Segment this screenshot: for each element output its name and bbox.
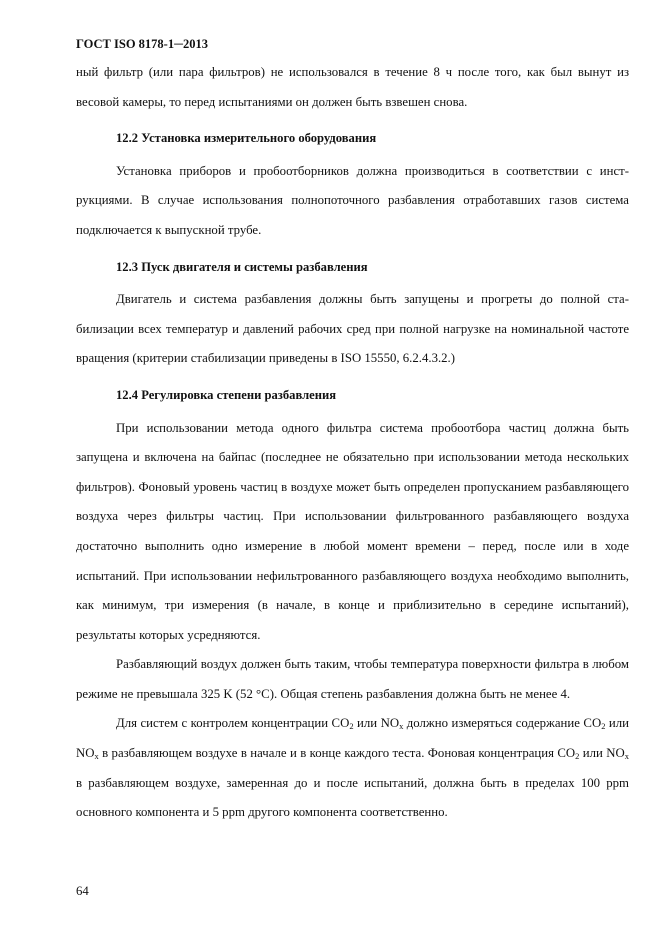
section-heading-12-3: 12.3 Пуск двигателя и системы разбавления [116, 259, 368, 274]
p3-text-4: или NO [76, 716, 629, 761]
p3-text-3: должно измеряться содержание CO [403, 716, 602, 731]
paragraph-12-4-3 [76, 709, 629, 827]
section-heading-12-4: 12.4 Регулировка степени разбавления [116, 387, 337, 402]
p3-subscript-co2-2: 2 [601, 721, 606, 732]
continuation-paragraph: ный фильтр (или пара фильтров) не использовался в течение 8 ч после того, как был вынут из весовой камеры, то перед испытаниями он должен быть взвешен снова. [76, 65, 629, 109]
p3-subscript-nox-1: x [399, 721, 404, 732]
section-heading-12-2: 12.2 Установка измерительного оборудования [116, 131, 377, 146]
page-number: 64 [76, 884, 89, 898]
p3-subscript-co2-3: 2 [575, 751, 580, 762]
p3-subscript-nox-2: x [94, 751, 99, 762]
paragraph-12-2-1: Установка приборов и пробоотборников должна производиться в соответствии с инструкциями. В случае использования полнопоточного разбавления отработавших газов система подключается к выпускной трубе. [76, 163, 629, 237]
paragraph-12-4-1: При использовании метода одного фильтра система пробоотбора частиц должна быть запущена и включена на байпас (последнее не обязательно при использовании метода нескольких фильтров). Фоновый уровень частиц в воздухе может быть определен пропусканием разбавляющего воздуха через фильтры частиц. При использовании фильтрованного разбавляющего воздуха достаточно выполнить одно измерение в любой момент времени – перед, после или в ходе испытаний. При использовании нефильтрованного разбавляющего воздуха необходимо выполнить, как минимум, три измерения (в начале, в конце и приблизительно в середине испытаний), результаты которых усредняются. [76, 420, 629, 642]
p3-text-5: в разбавляющем воздухе в начале и в конце каждого теста. Фоновая концентрация CO [98, 746, 576, 761]
document-header: ГОСТ ISO 8178-1─2013 [76, 37, 208, 51]
p3-text-2: или NO [353, 716, 400, 731]
p3-text-1: Для систем с контролем концентрации CO [116, 716, 350, 731]
paragraph-12-4-2: Разбавляющий воздух должен быть таким, чтобы температура поверхности фильтра в любом режиме не превышала 325 K (52 °C). Общая степень разбавления должна быть не менее 4. [76, 657, 629, 701]
paragraph-12-3-1: Двигатель и система разбавления должны быть запущены и прогреты до полной стабилизации всех температур и давлений рабочих сред при полной нагрузке на номинальной частоте вращения (критерии стабилизации приведены в ISO 15550, 6.2.4.3.2.) [76, 292, 629, 366]
p3-subscript-co2-1: 2 [349, 721, 354, 732]
p3-text-7: в разбавляющем воздухе, замеренная до и после испытаний, должна быть в пределах 100 ppm основного компонента и 5 ppm другого компонента соответственно. [76, 775, 629, 820]
document-page [76, 36, 629, 828]
p3-text-6: или NO [579, 746, 625, 761]
p3-subscript-nox-3: x [624, 751, 629, 762]
